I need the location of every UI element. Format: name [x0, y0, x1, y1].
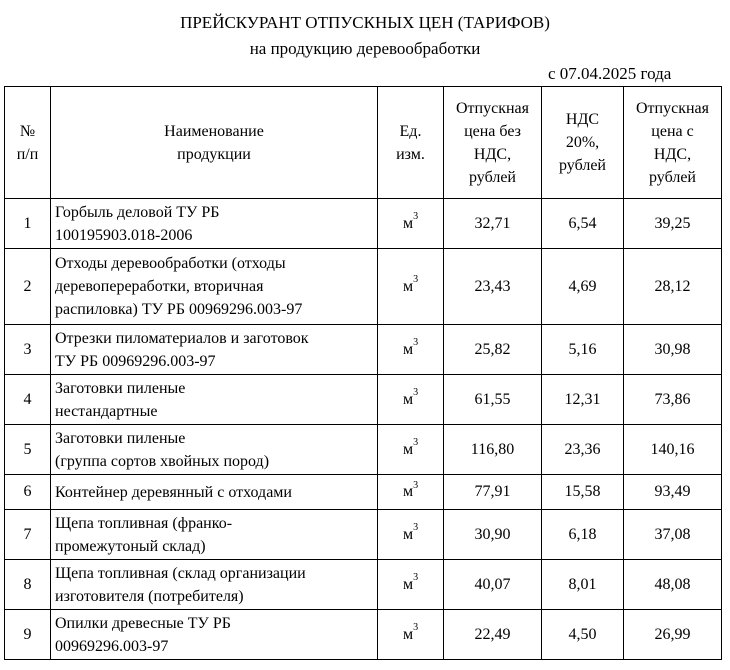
price-with-vat: 30,98 [624, 325, 722, 375]
product-name-line: Отрезки пиломатериалов и заготовок [55, 329, 309, 347]
vat-amount: 15,58 [542, 475, 624, 510]
unit-cell [378, 249, 444, 325]
product-name [51, 560, 378, 610]
product-name-line: Заготовки пиленые [55, 379, 186, 397]
unit-exponent: 3 [413, 274, 419, 286]
vat-amount: 6,54 [542, 199, 624, 249]
header-price-no-vat [444, 87, 542, 199]
product-name-line: 00969296.003-97 [55, 637, 169, 655]
product-name-line: Щепа топливная (склад организации [55, 564, 306, 582]
unit-cell [378, 375, 444, 425]
product-name-line: Щепа топливная (франко- [55, 514, 233, 532]
unit-base: м [402, 483, 414, 500]
vat-amount: 23,36 [542, 425, 624, 475]
row-number: 3 [5, 325, 51, 375]
row-number: 6 [5, 475, 51, 510]
price-no-vat: 32,71 [444, 199, 542, 249]
vat-amount: 4,69 [542, 249, 624, 325]
header-line: изм. [396, 145, 425, 163]
row-number: 9 [5, 610, 51, 660]
product-name [51, 249, 378, 325]
row-number: 4 [5, 375, 51, 425]
header-line: 20%, [565, 134, 600, 151]
product-name [51, 510, 378, 560]
table-row [5, 560, 722, 610]
product-name-line: Горбыль деловой ТУ РБ [55, 203, 220, 221]
row-number: 8 [5, 560, 51, 610]
unit-exponent: 3 [413, 337, 419, 349]
unit-exponent: 3 [413, 479, 419, 491]
unit-cell [378, 199, 444, 249]
unit-cell [378, 560, 444, 610]
price-with-vat: 140,16 [624, 425, 722, 475]
table-row [5, 425, 722, 475]
row-number: 7 [5, 510, 51, 560]
unit-cell [378, 325, 444, 375]
header-line: Отпускная [635, 99, 709, 117]
table-row [5, 510, 722, 560]
product-name-line: 100195903.018-2006 [55, 226, 193, 244]
price-with-vat: 39,25 [624, 199, 722, 249]
price-no-vat: 30,90 [444, 510, 542, 560]
unit-cell [378, 425, 444, 475]
product-name-line: деревопереработки, вторичная [55, 278, 264, 295]
header-num [5, 87, 51, 199]
price-no-vat: 22,49 [444, 610, 542, 660]
price-no-vat: 40,07 [444, 560, 542, 610]
product-name-line: ТУ РБ 00969296.003-97 [55, 352, 216, 370]
header-line: Ед. [399, 122, 422, 140]
table-row [5, 610, 722, 660]
header-line: НДС, [653, 145, 692, 163]
vat-amount: 6,18 [542, 510, 624, 560]
table-row [5, 375, 722, 425]
row-number: 5 [5, 425, 51, 475]
product-name [51, 199, 378, 249]
header-line: рублей [469, 168, 516, 186]
price-no-vat: 61,55 [444, 375, 542, 425]
row-number: 2 [5, 249, 51, 325]
unit-cell [378, 510, 444, 560]
price-table [4, 86, 722, 660]
page-subtitle: на продукцию деревообработки [249, 39, 481, 58]
product-name-line: (группа сортов хвойных пород) [55, 452, 270, 470]
vat-amount: 12,31 [542, 375, 624, 425]
table-row [5, 325, 722, 375]
header-line: Отпускная [455, 99, 529, 117]
unit-exponent: 3 [413, 622, 419, 634]
header-line: НДС [565, 111, 600, 128]
price-with-vat: 73,86 [624, 375, 722, 425]
unit-cell [378, 475, 444, 510]
unit-base: м [402, 440, 414, 458]
product-name-line: нестандартные [55, 402, 158, 420]
header-line: цена с [651, 122, 694, 140]
header-unit [378, 87, 444, 199]
price-with-vat: 93,49 [624, 475, 722, 510]
unit-base: м [402, 214, 414, 232]
product-name-line: распиловка) ТУ РБ 00969296.003-97 [55, 301, 303, 318]
price-no-vat: 23,43 [444, 249, 542, 325]
product-name [51, 375, 378, 425]
page-title: ПРЕЙСКУРАНТ ОТПУСКНЫХ ЦЕН (ТАРИФОВ) [180, 13, 550, 32]
table-row [5, 249, 722, 325]
header-line: рублей [559, 157, 606, 174]
unit-exponent: 3 [413, 522, 419, 534]
effective-date: с 07.04.2025 года [548, 64, 672, 83]
header-price-with-vat [624, 87, 722, 199]
product-name-line: промежутоный склад) [55, 537, 206, 555]
product-name-line: изготовителя (потребителя) [55, 587, 244, 605]
price-with-vat: 26,99 [624, 610, 722, 660]
price-with-vat: 28,12 [624, 249, 722, 325]
price-no-vat: 77,91 [444, 475, 542, 510]
header-line: № [19, 122, 36, 140]
header-vat [542, 87, 624, 199]
row-number: 1 [5, 199, 51, 249]
price-no-vat: 25,82 [444, 325, 542, 375]
unit-exponent: 3 [413, 572, 419, 584]
product-name-line: Опилки древесные ТУ РБ [55, 614, 231, 632]
product-name [51, 325, 378, 375]
table-row [5, 199, 722, 249]
product-name-line: Заготовки пиленые [55, 429, 186, 447]
header-line: Наименование [164, 122, 264, 140]
table-row [5, 475, 722, 510]
unit-base: м [402, 340, 414, 358]
product-name-line: Отходы деревообработки (отходы [55, 255, 286, 272]
product-name [51, 475, 378, 510]
price-no-vat: 116,80 [444, 425, 542, 475]
header-name [51, 87, 378, 199]
product-name [51, 425, 378, 475]
header-line: НДС, [473, 145, 512, 163]
vat-amount: 8,01 [542, 560, 624, 610]
vat-amount: 5,16 [542, 325, 624, 375]
unit-base: м [402, 575, 414, 593]
header-line: п/п [16, 145, 39, 163]
unit-exponent: 3 [413, 211, 419, 223]
vat-amount: 4,50 [542, 610, 624, 660]
price-with-vat: 48,08 [624, 560, 722, 610]
product-name-line: Контейнер деревянный с отходами [55, 483, 292, 501]
unit-exponent: 3 [413, 437, 419, 449]
product-name [51, 610, 378, 660]
unit-base: м [402, 525, 414, 543]
header-line: цена без [464, 122, 521, 140]
unit-base: м [402, 390, 414, 408]
unit-exponent: 3 [413, 387, 419, 399]
header-line: рублей [649, 168, 696, 186]
unit-base: м [402, 625, 414, 643]
header-line: продукции [177, 145, 251, 163]
table-header-row [5, 87, 722, 199]
price-with-vat: 37,08 [624, 510, 722, 560]
unit-cell [378, 610, 444, 660]
unit-base: м [402, 277, 414, 295]
